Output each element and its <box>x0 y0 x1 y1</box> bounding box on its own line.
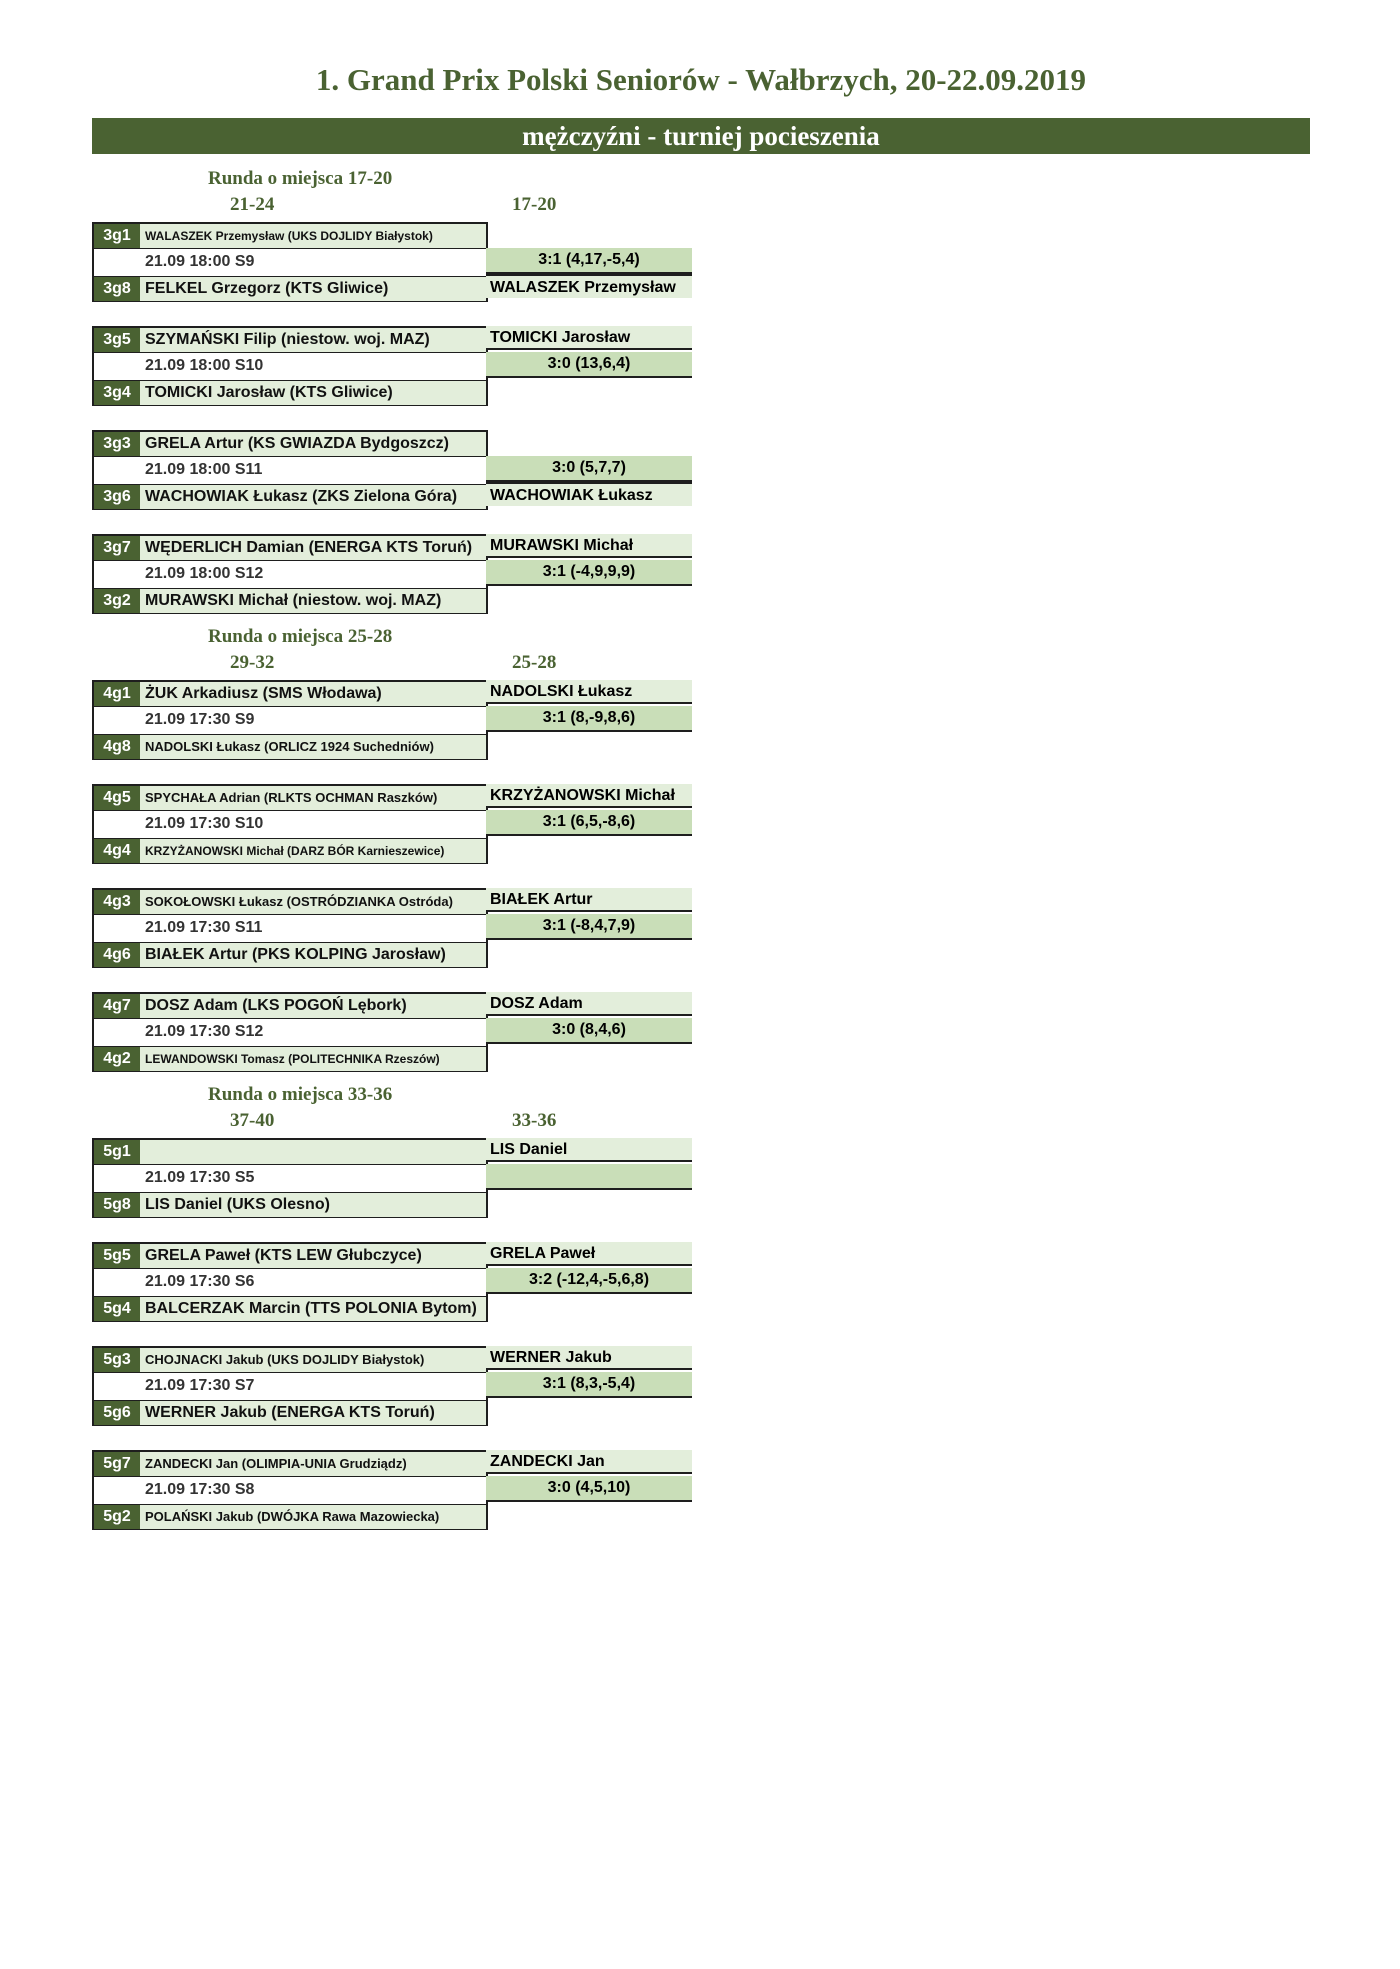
player-name: SOKOŁOWSKI Łukasz (OSTRÓDZIANKA Ostróda) <box>145 894 453 909</box>
round-section <box>92 1084 692 1554</box>
match-box <box>92 326 488 406</box>
match-time-table: 21.09 17:30 S9 <box>145 711 255 728</box>
match-score: 3:1 (-8,4,7,9) <box>486 914 692 940</box>
player-name: CHOJNACKI Jakub (UKS DOJLIDY Białystok) <box>145 1352 425 1367</box>
match-time-table: 21.09 17:30 S5 <box>145 1169 255 1186</box>
seed-label: 4g3 <box>94 890 140 914</box>
seed-label: 4g7 <box>94 994 140 1018</box>
player-row-bottom <box>94 484 486 509</box>
winner-name: DOSZ Adam <box>486 992 692 1016</box>
match-box <box>92 1450 488 1530</box>
seed-label: 4g6 <box>94 943 140 967</box>
match-box <box>92 222 488 302</box>
match-box <box>92 430 488 510</box>
winner-name: WALASZEK Przemysław <box>486 274 692 298</box>
seed-label: 5g1 <box>94 1140 140 1164</box>
match-score: 3:1 (-4,9,9,9) <box>486 560 692 586</box>
player-row-bottom <box>94 734 486 759</box>
player-row-top <box>94 1244 486 1269</box>
match-time-table: 21.09 17:30 S7 <box>145 1377 255 1394</box>
match-box <box>92 1346 488 1426</box>
player-name: WĘDERLICH Damian (ENERGA KTS Toruń) <box>145 539 473 556</box>
match-box <box>92 1242 488 1322</box>
match-time-table: 21.09 18:00 S9 <box>145 253 255 270</box>
match <box>92 888 692 968</box>
player-name: LIS Daniel (UKS Olesno) <box>145 1196 330 1213</box>
player-row-top <box>94 536 486 561</box>
page-title: 1. Grand Prix Polski Seniorów - Wałbrzych, 20-22.09.2019 <box>315 62 1087 97</box>
player-row-top <box>94 1348 486 1373</box>
match-box <box>92 888 488 968</box>
winner-name: LIS Daniel <box>486 1138 692 1162</box>
match-score: 3:0 (4,5,10) <box>486 1476 692 1502</box>
player-row-bottom <box>94 1296 486 1321</box>
round-title: Runda o miejsca 17-20 <box>208 168 393 189</box>
match-score: 3:1 (8,-9,8,6) <box>486 706 692 732</box>
seed-label: 3g1 <box>94 224 140 248</box>
round-section <box>92 626 692 1096</box>
seed-label: 3g7 <box>94 536 140 560</box>
seed-label: 3g3 <box>94 432 140 456</box>
player-name: ZANDECKI Jan (OLIMPIA-UNIA Grudziądz) <box>145 1456 407 1471</box>
seed-label: 4g5 <box>94 786 140 810</box>
player-name: WERNER Jakub (ENERGA KTS Toruń) <box>145 1404 435 1421</box>
seed-label: 5g3 <box>94 1348 140 1372</box>
player-name: GRELA Paweł (KTS LEW Głubczyce) <box>145 1247 422 1264</box>
player-row-top <box>94 432 486 457</box>
column-header-losers: 37-40 <box>230 1110 275 1131</box>
match <box>92 222 692 302</box>
player-name: BIAŁEK Artur (PKS KOLPING Jarosław) <box>145 946 446 963</box>
seed-label: 3g2 <box>94 589 140 613</box>
player-name: FELKEL Grzegorz (KTS Gliwice) <box>145 280 389 297</box>
player-row-bottom <box>94 380 486 405</box>
player-row-top <box>94 1140 486 1165</box>
match-score <box>486 1164 692 1190</box>
match <box>92 430 692 510</box>
player-name: KRZYŻANOWSKI Michał (DARZ BÓR Karnieszewice) <box>145 844 445 858</box>
seed-label: 3g5 <box>94 328 140 352</box>
winner-name: BIAŁEK Artur <box>486 888 692 912</box>
seed-label: 5g6 <box>94 1401 140 1425</box>
column-header-winners: 25-28 <box>512 652 557 673</box>
match <box>92 784 692 864</box>
player-row-top <box>94 682 486 707</box>
player-name: WALASZEK Przemysław (UKS DOJLIDY Białystok) <box>145 229 433 243</box>
seed-label: 5g2 <box>94 1505 140 1529</box>
column-header-losers: 29-32 <box>230 652 275 673</box>
seed-label: 3g8 <box>94 277 140 301</box>
player-row-bottom <box>94 588 486 613</box>
seed-label: 3g4 <box>94 381 140 405</box>
match-score: 3:0 (13,6,4) <box>486 352 692 378</box>
player-row-top <box>94 786 486 811</box>
player-row-bottom <box>94 1046 486 1071</box>
round-title: Runda o miejsca 25-28 <box>208 626 393 647</box>
match-box <box>92 534 488 614</box>
match-score: 3:1 (4,17,-5,4) <box>486 248 692 274</box>
player-name: GRELA Artur (KS GWIAZDA Bydgoszcz) <box>145 435 449 452</box>
winner-name: MURAWSKI Michał <box>486 534 692 558</box>
column-header-losers: 21-24 <box>230 194 275 215</box>
player-name: BALCERZAK Marcin (TTS POLONIA Bytom) <box>145 1300 477 1317</box>
player-name: TOMICKI Jarosław (KTS Gliwice) <box>145 384 393 401</box>
seed-label: 4g2 <box>94 1047 140 1071</box>
player-name: DOSZ Adam (LKS POGOŃ Lębork) <box>145 997 407 1014</box>
match <box>92 680 692 760</box>
player-name: SPYCHAŁA Adrian (RLKTS OCHMAN Raszków) <box>145 790 438 805</box>
match <box>92 1138 692 1218</box>
match-time-table: 21.09 17:30 S12 <box>145 1023 264 1040</box>
match <box>92 1450 692 1530</box>
winner-name: WERNER Jakub <box>486 1346 692 1370</box>
winner-name: KRZYŻANOWSKI Michał <box>486 784 692 808</box>
player-row-top <box>94 328 486 353</box>
match-time-table: 21.09 18:00 S10 <box>145 357 264 374</box>
match-box <box>92 784 488 864</box>
player-row-top <box>94 224 486 249</box>
match-time-table: 21.09 18:00 S12 <box>145 565 264 582</box>
winner-name: TOMICKI Jarosław <box>486 326 692 350</box>
player-row-bottom <box>94 1504 486 1529</box>
column-header-winners: 17-20 <box>512 194 557 215</box>
player-row-top <box>94 1452 486 1477</box>
match <box>92 1346 692 1426</box>
player-row-bottom <box>94 1400 486 1425</box>
seed-label: 5g8 <box>94 1193 140 1217</box>
match-score: 3:0 (5,7,7) <box>486 456 692 482</box>
player-name: ŻUK Arkadiusz (SMS Włodawa) <box>145 685 382 702</box>
match <box>92 1242 692 1322</box>
match <box>92 326 692 406</box>
seed-label: 4g4 <box>94 839 140 863</box>
winner-name: WACHOWIAK Łukasz <box>486 482 692 506</box>
seed-label: 4g8 <box>94 735 140 759</box>
seed-label: 4g1 <box>94 682 140 706</box>
player-name: POLAŃSKI Jakub (DWÓJKA Rawa Mazowiecka) <box>145 1509 440 1524</box>
match-time-table: 21.09 17:30 S10 <box>145 815 264 832</box>
match-time-table: 21.09 18:00 S11 <box>145 461 263 478</box>
player-name: NADOLSKI Łukasz (ORLICZ 1924 Suchedniów) <box>145 739 434 754</box>
player-name: MURAWSKI Michał (niestow. woj. MAZ) <box>145 592 442 609</box>
player-name: SZYMAŃSKI Filip (niestow. woj. MAZ) <box>145 331 430 348</box>
winner-name: ZANDECKI Jan <box>486 1450 692 1474</box>
seed-label: 5g7 <box>94 1452 140 1476</box>
match-time-table: 21.09 17:30 S8 <box>145 1481 255 1498</box>
round-title: Runda o miejsca 33-36 <box>208 1084 393 1105</box>
player-row-top <box>94 994 486 1019</box>
seed-label: 3g6 <box>94 485 140 509</box>
match-box <box>92 1138 488 1218</box>
match-score: 3:1 (6,5,-8,6) <box>486 810 692 836</box>
seed-label: 5g5 <box>94 1244 140 1268</box>
match <box>92 992 692 1072</box>
category-banner: mężczyźni - turniej pocieszenia <box>92 118 1310 154</box>
seed-label: 5g4 <box>94 1297 140 1321</box>
player-row-bottom <box>94 838 486 863</box>
player-name: WACHOWIAK Łukasz (ZKS Zielona Góra) <box>145 488 458 505</box>
match <box>92 534 692 614</box>
match-score: 3:2 (-12,4,-5,6,8) <box>486 1268 692 1294</box>
player-row-bottom <box>94 276 486 301</box>
player-name: LEWANDOWSKI Tomasz (POLITECHNIKA Rzeszów) <box>145 1052 440 1066</box>
match-score: 3:0 (8,4,6) <box>486 1018 692 1044</box>
column-header-winners: 33-36 <box>512 1110 557 1131</box>
match-time-table: 21.09 17:30 S6 <box>145 1273 255 1290</box>
player-row-top <box>94 890 486 915</box>
winner-name: NADOLSKI Łukasz <box>486 680 692 704</box>
match-box <box>92 992 488 1072</box>
player-row-bottom <box>94 1192 486 1217</box>
match-box <box>92 680 488 760</box>
match-time-table: 21.09 17:30 S11 <box>145 919 263 936</box>
winner-name: GRELA Paweł <box>486 1242 692 1266</box>
player-row-bottom <box>94 942 486 967</box>
match-score: 3:1 (8,3,-5,4) <box>486 1372 692 1398</box>
round-section <box>92 168 692 638</box>
